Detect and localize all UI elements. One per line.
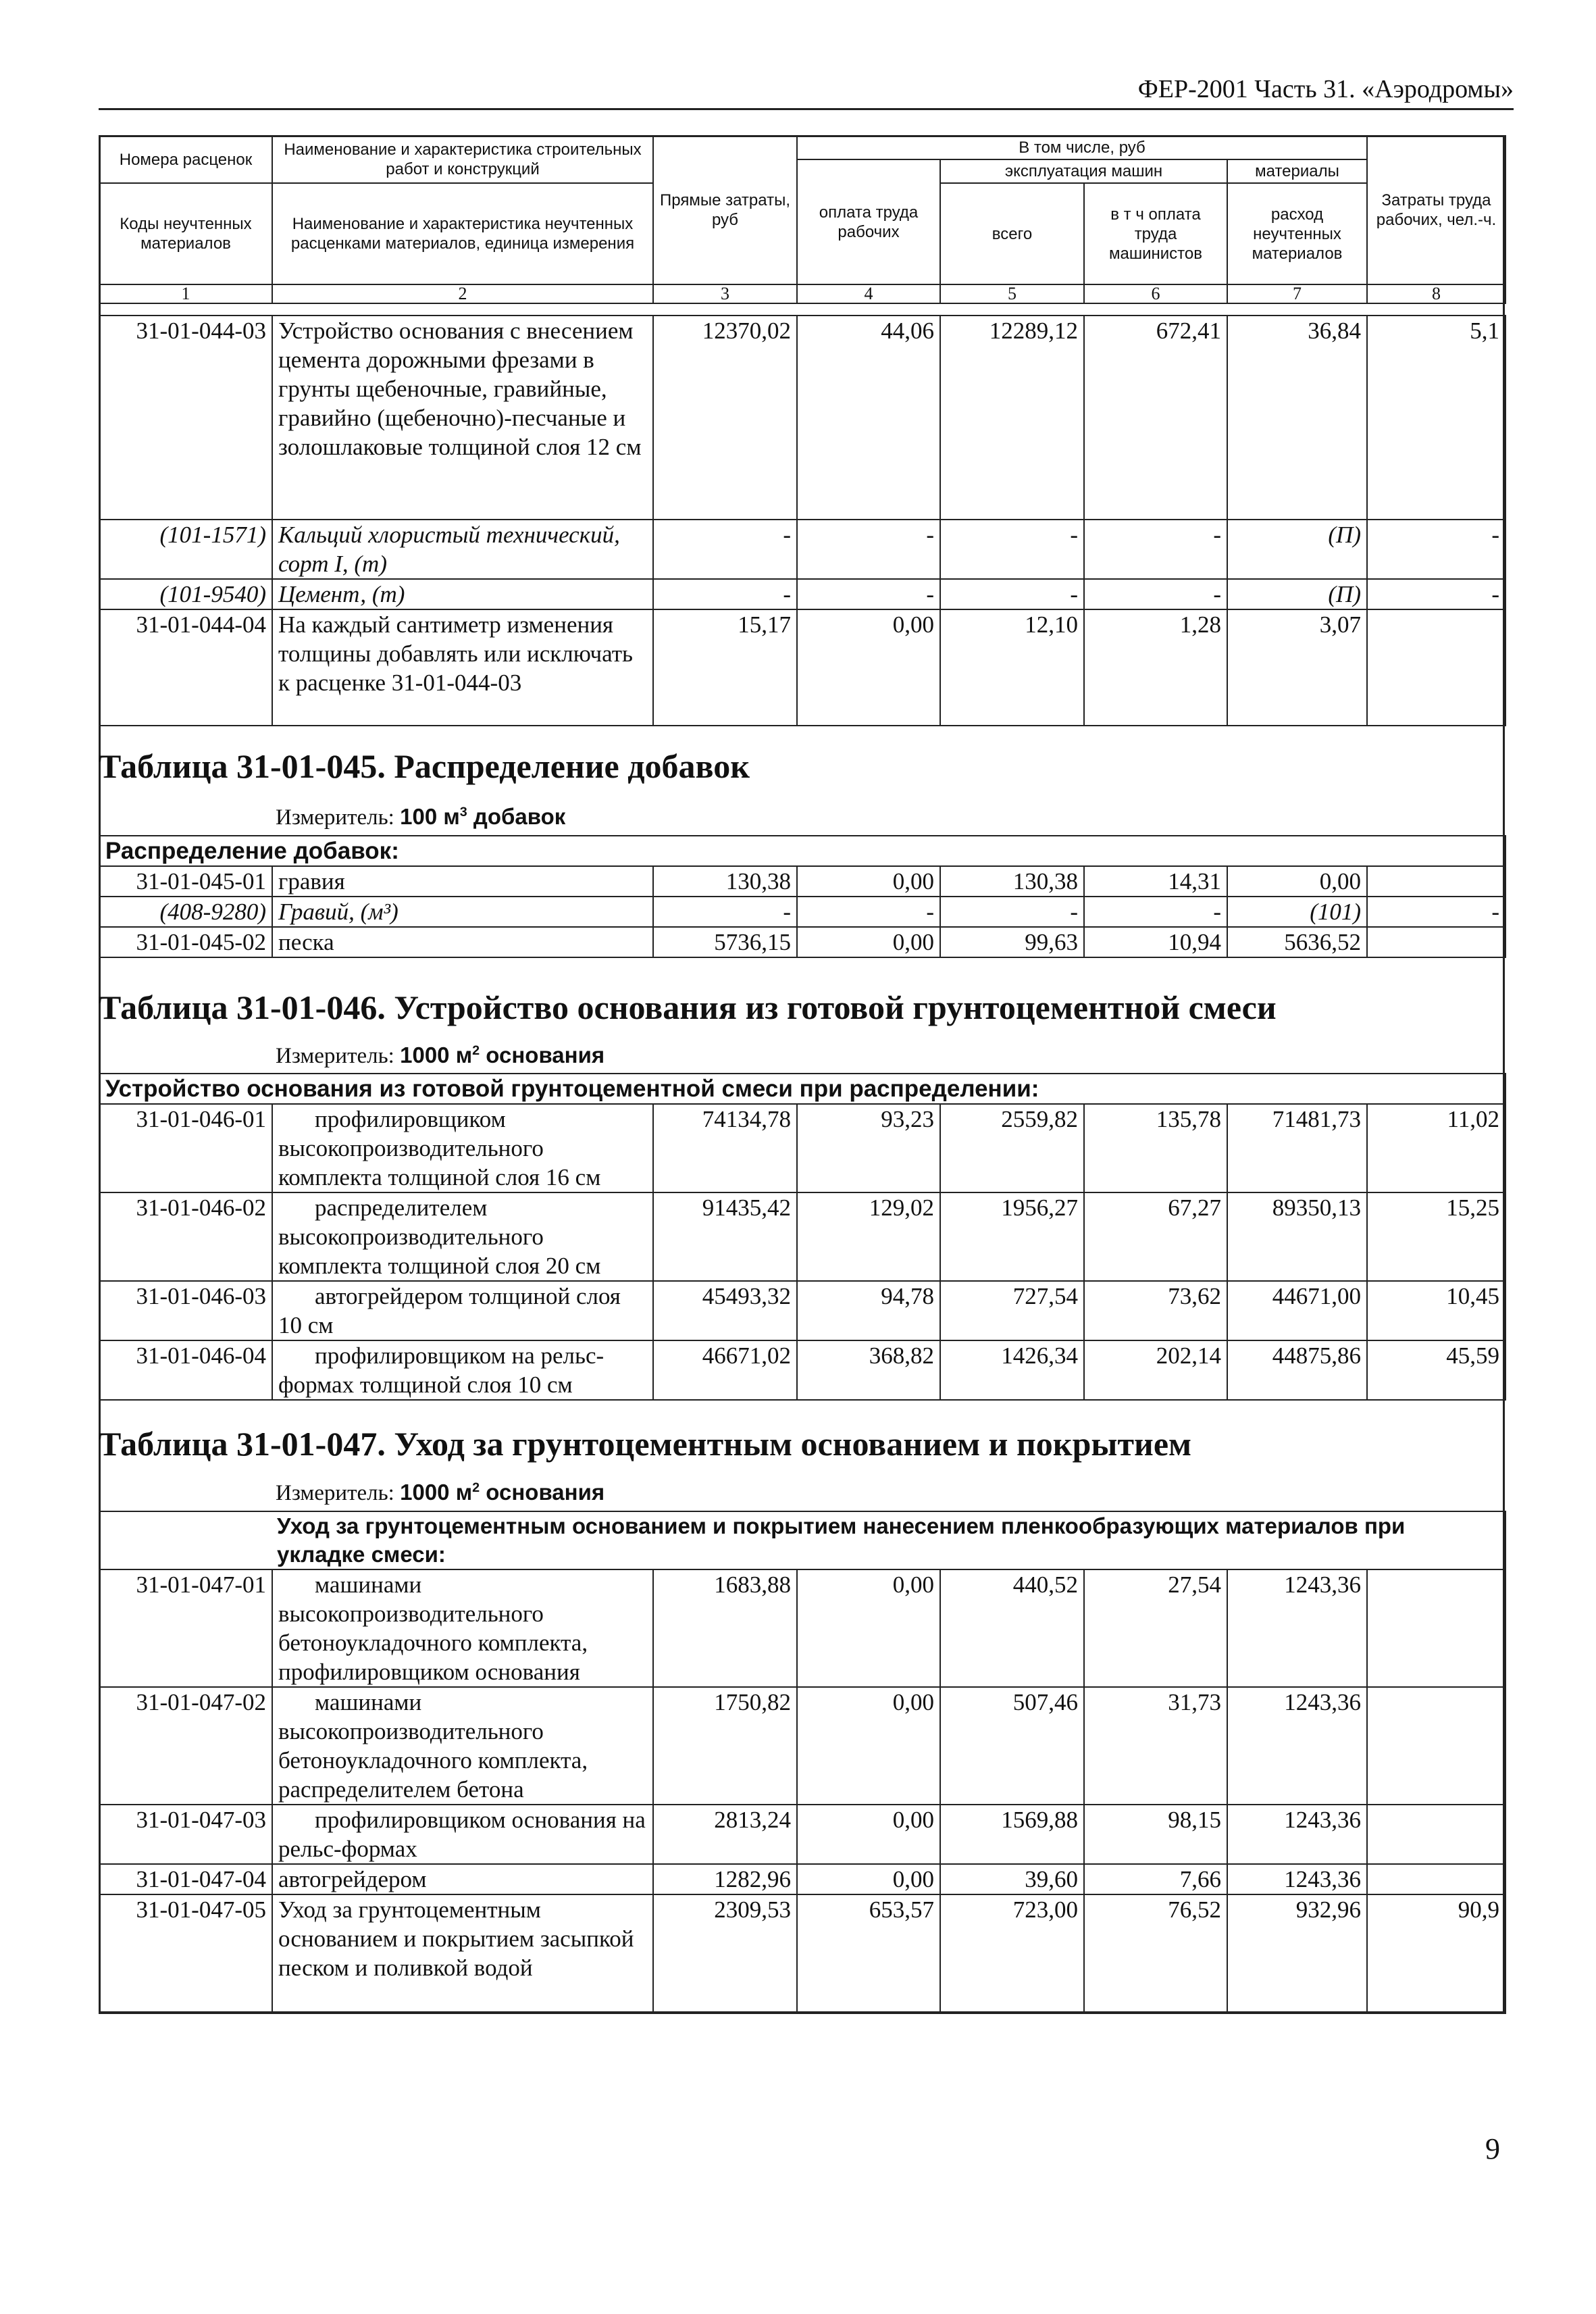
labor-hours: 11,02	[1367, 1104, 1505, 1192]
col-num-5: 5	[940, 284, 1084, 303]
column-header	[99, 135, 1506, 304]
col-name-works: Наименование и характеристика строительных работ и конструкций	[272, 136, 653, 183]
table-045	[99, 835, 1506, 958]
table-row	[99, 1104, 1505, 1192]
section-row	[99, 1074, 1505, 1104]
rate-code: 31-01-044-04	[99, 609, 272, 726]
col-num-3: 3	[653, 284, 797, 303]
direct-cost: 15,17	[653, 609, 797, 726]
machinists-pay: 202,14	[1084, 1340, 1227, 1400]
labor-pay: 93,23	[797, 1104, 940, 1192]
rate-code: 31-01-046-02	[99, 1192, 272, 1281]
machines-total: 1956,27	[940, 1192, 1084, 1281]
materials-usage: (П)	[1227, 579, 1367, 609]
col-materials-usage: расход неучтенных материалов	[1227, 183, 1367, 284]
labor-pay: -	[797, 579, 940, 609]
col-numbers: Номера расценок	[99, 136, 272, 183]
col-num-8: 8	[1367, 284, 1505, 303]
rate-code: 31-01-047-02	[99, 1687, 272, 1805]
labor-hours: 5,1	[1367, 316, 1505, 520]
machines-total: 12,10	[940, 609, 1084, 726]
labor-pay: 0,00	[797, 866, 940, 897]
labor-hours	[1367, 1569, 1505, 1687]
machinists-pay: 672,41	[1084, 316, 1227, 520]
machines-total: 1426,34	[940, 1340, 1084, 1400]
labor-pay: 0,00	[797, 1687, 940, 1805]
labor-hours: 10,45	[1367, 1281, 1505, 1340]
labor-pay: 129,02	[797, 1192, 940, 1281]
table-row	[99, 609, 1505, 726]
col-direct: Прямые затраты, руб	[653, 136, 797, 284]
machines-total: 12289,12	[940, 316, 1084, 520]
rate-code: 31-01-045-01	[99, 866, 272, 897]
col-labor-costs: Затраты труда рабочих, чел.-ч.	[1367, 136, 1505, 284]
table-045-title: Таблица 31-01-045. Распределение добавок	[99, 747, 750, 785]
materials-cost: 0,00	[1227, 866, 1367, 897]
table-row	[99, 1864, 1505, 1894]
measure-value: 1000 $м^2$ основания	[400, 1480, 605, 1505]
materials-cost: 89350,13	[1227, 1192, 1367, 1281]
table-row	[99, 897, 1505, 927]
direct-cost: 5736,15	[653, 927, 797, 957]
machinists-pay: 135,78	[1084, 1104, 1227, 1192]
section-heading: Устройство основания из готовой грунтоцементной смеси при распределении:	[99, 1074, 1505, 1104]
machinists-pay: 98,15	[1084, 1805, 1227, 1864]
machinists-pay: 76,52	[1084, 1894, 1227, 2013]
labor-hours	[1367, 866, 1505, 897]
machines-total: -	[940, 579, 1084, 609]
material-name: Гравий, (м³)	[272, 897, 653, 927]
labor-pay: 0,00	[797, 1805, 940, 1864]
materials-cost: 3,07	[1227, 609, 1367, 726]
machinists-pay: 31,73	[1084, 1687, 1227, 1805]
table-row	[99, 1894, 1505, 2013]
direct-cost: 1282,96	[653, 1864, 797, 1894]
materials-cost: 1243,36	[1227, 1864, 1367, 1894]
labor-hours: 15,25	[1367, 1192, 1505, 1281]
table-045-measure	[276, 804, 565, 830]
rate-code: 31-01-047-01	[99, 1569, 272, 1687]
labor-pay: -	[797, 897, 940, 927]
machines-total: 130,38	[940, 866, 1084, 897]
material-code: (101-1571)	[99, 520, 272, 579]
measure-label: Измеритель:	[276, 1044, 394, 1068]
rate-name: автогрейдером толщиной слоя 10 см	[272, 1281, 653, 1340]
col-including: В том числе, руб	[797, 136, 1367, 159]
rate-name: Уход за грунтоцементным основанием и покрытием засыпкой песком и поливкой водой	[272, 1894, 653, 2013]
col-num-7: 7	[1227, 284, 1367, 303]
table-row	[99, 1340, 1505, 1400]
table-row	[99, 866, 1505, 897]
machinists-pay: 1,28	[1084, 609, 1227, 726]
material-code: (408-9280)	[99, 897, 272, 927]
machines-total: 2559,82	[940, 1104, 1084, 1192]
rate-name: Устройство основания с внесением цемента дорожными фрезами в грунты щебеночные, гравийные, гравийно (щебеночно)-песчаные и золошлаковые толщиной слоя 12 см	[272, 316, 653, 520]
materials-cost: 1243,36	[1227, 1687, 1367, 1805]
rate-name: гравия	[272, 866, 653, 897]
materials-usage: (П)	[1227, 520, 1367, 579]
table-046	[99, 1073, 1506, 1401]
col-machinists: в т ч оплата труда машинистов	[1084, 183, 1227, 284]
measure-value: 1000 $м^2$ основания	[400, 1042, 605, 1067]
machines-total: -	[940, 897, 1084, 927]
machines-total: -	[940, 520, 1084, 579]
running-header: ФЕР-2001 Часть 31. «Аэродромы»	[1137, 75, 1514, 103]
labor-hours: -	[1367, 897, 1505, 927]
col-machines-total: всего	[940, 183, 1084, 284]
materials-cost: 44671,00	[1227, 1281, 1367, 1340]
table-row	[99, 316, 1505, 520]
labor-hours: 45,59	[1367, 1340, 1505, 1400]
rate-code: 31-01-046-01	[99, 1104, 272, 1192]
material-name: Цемент, (т)	[272, 579, 653, 609]
table-044	[99, 315, 1506, 726]
labor-hours	[1367, 1687, 1505, 1805]
header-rule	[99, 108, 1514, 110]
rate-code: 31-01-046-04	[99, 1340, 272, 1400]
labor-hours: -	[1367, 520, 1505, 579]
rate-code: 31-01-046-03	[99, 1281, 272, 1340]
table-row	[99, 520, 1505, 579]
labor-pay: 0,00	[797, 1569, 940, 1687]
labor-pay: 653,57	[797, 1894, 940, 2013]
table-047-title: Таблица 31-01-047. Уход за грунтоцементным основанием и покрытием	[99, 1425, 1192, 1463]
col-codes: Коды неучтенных материалов	[99, 183, 272, 284]
col-num-2: 2	[272, 284, 653, 303]
table-046-measure	[276, 1042, 604, 1069]
rate-name: машинами высокопроизводительного бетоноукладочного комплекта, профилировщиком основания	[272, 1569, 653, 1687]
machinists-pay: 27,54	[1084, 1569, 1227, 1687]
col-num-6: 6	[1084, 284, 1227, 303]
table-row	[99, 1805, 1505, 1864]
materials-cost: 1243,36	[1227, 1805, 1367, 1864]
rate-code: 31-01-045-02	[99, 927, 272, 957]
material-code: (101-9540)	[99, 579, 272, 609]
materials-cost: 71481,73	[1227, 1104, 1367, 1192]
table-046-title: Таблица 31-01-046. Устройство основания из готовой грунтоцементной смеси	[99, 988, 1277, 1026]
machines-total: 440,52	[940, 1569, 1084, 1687]
table-row	[99, 1569, 1505, 1687]
machines-total: 1569,88	[940, 1805, 1084, 1864]
labor-pay: 368,82	[797, 1340, 940, 1400]
table-row	[99, 1192, 1505, 1281]
rate-name: профилировщиком на рельс-формах толщиной слоя 10 см	[272, 1340, 653, 1400]
table-row	[99, 1281, 1505, 1340]
labor-pay: 0,00	[797, 1864, 940, 1894]
direct-cost: 45493,32	[653, 1281, 797, 1340]
direct-cost: 130,38	[653, 866, 797, 897]
machines-total: 507,46	[940, 1687, 1084, 1805]
machinists-pay: 7,66	[1084, 1864, 1227, 1894]
machinists-pay: 67,27	[1084, 1192, 1227, 1281]
rate-name: машинами высокопроизводительного бетоноукладочного комплекта, распределителем бетона	[272, 1687, 653, 1805]
materials-cost: 932,96	[1227, 1894, 1367, 2013]
rate-name: профилировщиком высокопроизводительного комплекта толщиной слоя 16 см	[272, 1104, 653, 1192]
table-row	[99, 1687, 1505, 1805]
machinists-pay: 10,94	[1084, 927, 1227, 957]
direct-cost: -	[653, 579, 797, 609]
rate-code: 31-01-047-05	[99, 1894, 272, 2013]
machinists-pay: 14,31	[1084, 866, 1227, 897]
materials-usage: (101)	[1227, 897, 1367, 927]
table-047	[99, 1511, 1506, 2014]
labor-hours: 90,9	[1367, 1894, 1505, 2013]
rate-code: 31-01-044-03	[99, 316, 272, 520]
measure-label: Измеритель:	[276, 805, 394, 830]
labor-hours: -	[1367, 579, 1505, 609]
rate-code: 31-01-047-04	[99, 1864, 272, 1894]
direct-cost: 2309,53	[653, 1894, 797, 2013]
labor-hours	[1367, 609, 1505, 726]
machines-total: 727,54	[940, 1281, 1084, 1340]
rate-name: распределителем высокопроизводительного комплекта толщиной слоя 20 см	[272, 1192, 653, 1281]
section-row	[99, 1511, 1505, 1569]
labor-hours	[1367, 927, 1505, 957]
rate-name: песка	[272, 927, 653, 957]
measure-value: 100 $м^3$ добавок	[400, 804, 566, 829]
machinists-pay: -	[1084, 520, 1227, 579]
section-heading: Уход за грунтоцементным основанием и покрытием нанесением пленкообразующих материалов при укладке смеси:	[99, 1511, 1505, 1569]
machines-total: 39,60	[940, 1864, 1084, 1894]
machines-total: 99,63	[940, 927, 1084, 957]
table-row	[99, 927, 1505, 957]
section-heading: Распределение добавок:	[99, 836, 1505, 866]
direct-cost: 91435,42	[653, 1192, 797, 1281]
machinists-pay: -	[1084, 897, 1227, 927]
labor-pay: 44,06	[797, 316, 940, 520]
materials-cost: 1243,36	[1227, 1569, 1367, 1687]
materials-cost: 44875,86	[1227, 1340, 1367, 1400]
col-labor-pay: оплата труда рабочих	[797, 159, 940, 284]
col-machines: эксплуатация машин	[940, 159, 1227, 183]
col-num-1: 1	[99, 284, 272, 303]
col-name-materials: Наименование и характеристика неучтенных расценками материалов, единица измерения	[272, 183, 653, 284]
direct-cost: -	[653, 520, 797, 579]
labor-pay: 94,78	[797, 1281, 940, 1340]
labor-pay: -	[797, 520, 940, 579]
col-materials: материалы	[1227, 159, 1367, 183]
page-number: 9	[1485, 2132, 1500, 2165]
table-047-measure	[276, 1480, 604, 1506]
rate-name: автогрейдером	[272, 1864, 653, 1894]
col-num-4: 4	[797, 284, 940, 303]
materials-cost: 36,84	[1227, 316, 1367, 520]
labor-pay: 0,00	[797, 927, 940, 957]
labor-hours	[1367, 1864, 1505, 1894]
table-row	[99, 579, 1505, 609]
direct-cost: 12370,02	[653, 316, 797, 520]
rate-code: 31-01-047-03	[99, 1805, 272, 1864]
labor-pay: 0,00	[797, 609, 940, 726]
direct-cost: 1750,82	[653, 1687, 797, 1805]
section-row	[99, 836, 1505, 866]
direct-cost: 74134,78	[653, 1104, 797, 1192]
materials-cost: 5636,52	[1227, 927, 1367, 957]
direct-cost: -	[653, 897, 797, 927]
machinists-pay: 73,62	[1084, 1281, 1227, 1340]
labor-hours	[1367, 1805, 1505, 1864]
direct-cost: 1683,88	[653, 1569, 797, 1687]
measure-label: Измеритель:	[276, 1481, 394, 1505]
machinists-pay: -	[1084, 579, 1227, 609]
direct-cost: 46671,02	[653, 1340, 797, 1400]
machines-total: 723,00	[940, 1894, 1084, 2013]
rate-name: профилировщиком основания на рельс-формах	[272, 1805, 653, 1864]
direct-cost: 2813,24	[653, 1805, 797, 1864]
rate-name: На каждый сантиметр изменения толщины добавлять или исключать к расценке 31-01-044-03	[272, 609, 653, 726]
material-name: Кальций хлористый технический, сорт I, (т)	[272, 520, 653, 579]
